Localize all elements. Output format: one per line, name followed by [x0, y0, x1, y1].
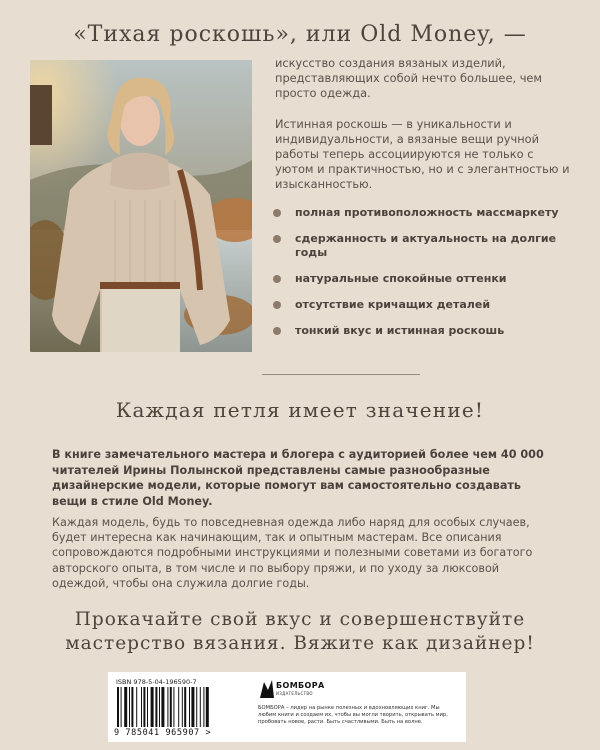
barcode-bar [206, 687, 209, 727]
barcode-bar [167, 687, 168, 727]
bullet-dot-icon [273, 301, 281, 309]
closing-line-2: мастерство вязания. Вяжите как дизайнер! [65, 633, 535, 654]
list-item [273, 324, 573, 338]
barcode-bar [147, 687, 148, 727]
barcode-bar [178, 687, 179, 727]
barcode-bar [200, 687, 201, 727]
barcode-bar [155, 687, 157, 727]
list-item-label: отсутствие кричащих деталей [295, 298, 491, 311]
barcode-bar [136, 687, 137, 727]
barcode-bar [161, 687, 164, 727]
barcode-bar [159, 687, 160, 727]
barcode-bar [203, 687, 204, 727]
barcode-bar [143, 687, 145, 727]
barcode-bar [151, 687, 154, 727]
features-list [273, 206, 573, 350]
list-item [273, 298, 573, 312]
headline: «Тихая роскошь», или Old Money, — [73, 22, 527, 47]
closing-line-1: Прокачайте свой вкус и совершенствуйте [74, 609, 526, 630]
list-item [273, 272, 573, 286]
publisher-blurb: БОМБОРА – лидер на рынке полезных и вдохновляющих книг. Мы любим книги и создаем их, чтобы вы могли творить, открывать мир, пробовать новое, расти. Быть счастливыми. Быть на волне. [258, 705, 448, 725]
barcode-bar [189, 687, 190, 727]
list-item-label: тонкий вкус и истинная роскошь [295, 324, 505, 337]
list-item [273, 232, 573, 260]
list-item [273, 206, 573, 220]
model-photo [30, 60, 252, 352]
divider [262, 374, 420, 375]
barcode-bar [196, 687, 197, 727]
barcode-bar [131, 687, 133, 727]
barcode-bar [191, 687, 194, 727]
isbn-label: ISBN 978-5-04-196590-7 [116, 678, 197, 686]
barcode-digits: 9 785041 965907 > [114, 728, 212, 738]
bullet-dot-icon [273, 327, 281, 335]
subheadline: Каждая петля имеет значение! [115, 398, 485, 422]
intro-text [275, 56, 575, 208]
list-item-label: натуральные спокойные оттенки [295, 272, 507, 285]
barcode-panel [108, 672, 466, 742]
barcode-icon [116, 687, 241, 727]
closing-slogan [30, 608, 570, 656]
barcode-bar [117, 687, 119, 727]
barcode-bar [129, 687, 130, 727]
list-item-label: полная противоположность массмаркету [295, 206, 559, 219]
intro-paragraph-1: искусство создания вязаных изделий, представляющих собой нечто большее, чем просто одежда. [275, 56, 543, 100]
publisher-name: БОМБОРА [276, 681, 325, 690]
barcode-bar [182, 687, 183, 727]
bullet-dot-icon [273, 235, 281, 243]
bullet-dot-icon [273, 209, 281, 217]
bullet-dot-icon [273, 275, 281, 283]
barcode-bar [184, 687, 186, 727]
book-description: Каждая модель, будь то повседневная одежда либо наряд для особых случаев, будет интересна как начинающим, так и опытным мастерам. Все описания сопровождаются подробными инструкциями и полезными советами из богатого авторского опыта, в том числе и по выбору пряжи, и по уходу за люксовой одеждой, чтобы она служила долгие годы. [52, 516, 533, 590]
barcode-bar [124, 687, 127, 727]
publisher-subtitle: ИЗДАТЕЛЬСТВО [276, 691, 313, 696]
barcode-bar [170, 687, 172, 727]
book-description-bold: В книге замечательного мастера и блогера с аудиторией более чем 40 000 читателей Ирины Полынской представлены самые разнообразные дизайнерские модели, которые помогут вам самостоятельно создавать вещи в стиле Old Money. [52, 448, 544, 508]
model-photo-illustration [30, 60, 252, 352]
barcode-bar [173, 687, 174, 727]
barcode-bar [141, 687, 142, 727]
list-item-label: сдержанность и актуальность на долгие годы [295, 232, 557, 259]
intro-paragraph-2: Истинная роскошь — в уникальности и индивидуальности, а вязаные вещи ручной работы теперь ассоциируются не только с уютом и практичностью, но и с элегантностью и изысканностью. [275, 117, 570, 191]
barcode-bar [121, 687, 122, 727]
